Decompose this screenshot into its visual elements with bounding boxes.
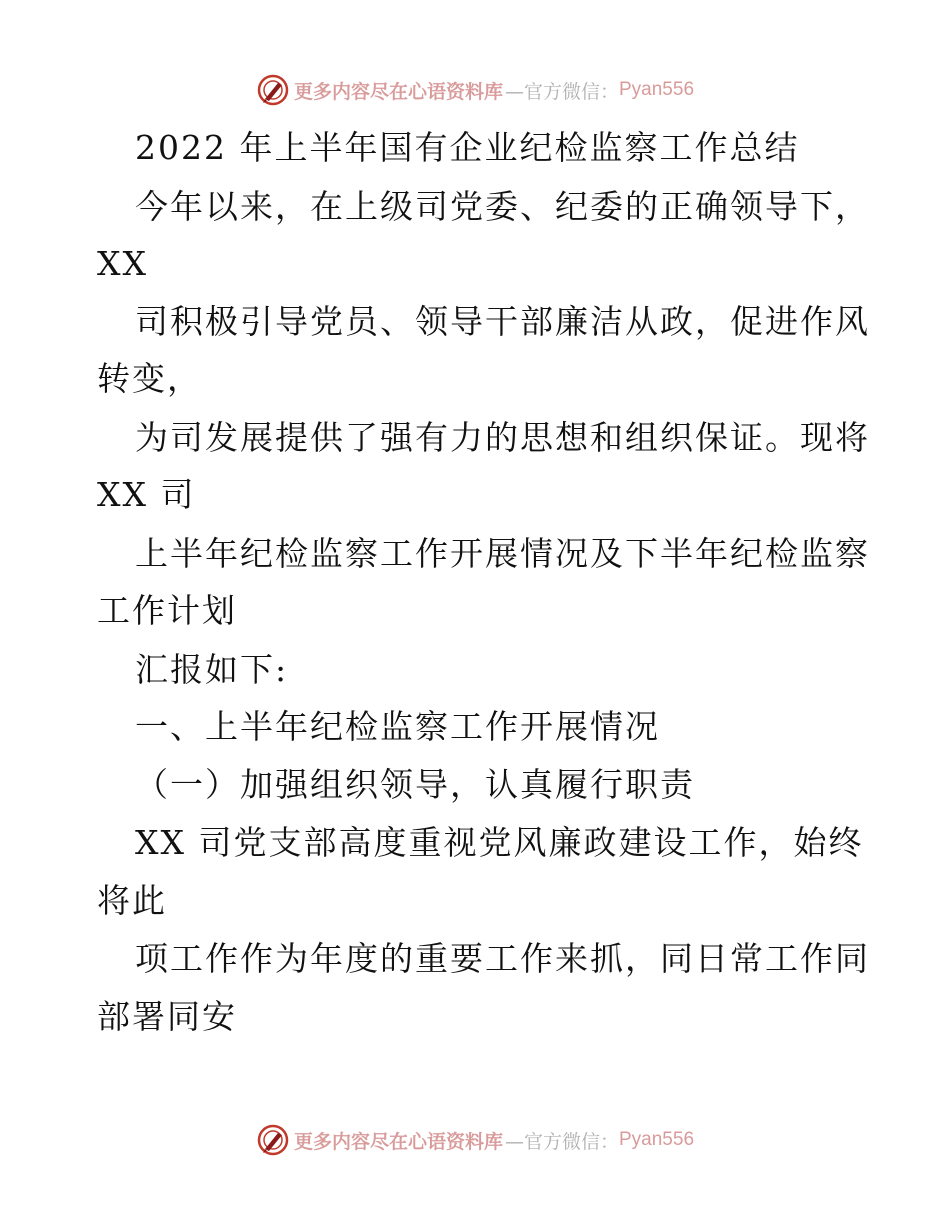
paragraph-line: XX [97, 244, 148, 283]
pen-logo-icon [256, 73, 290, 107]
watermark-separator: —官方微信： [504, 80, 619, 103]
paragraph-line: 部署同安 [97, 997, 237, 1036]
watermark-separator: —官方微信： [504, 1130, 619, 1153]
paragraph-line: XX 司 [97, 475, 196, 514]
paragraph-line: 工作计划 [97, 591, 237, 630]
watermark-text: 更多内容尽在心语资料库 [293, 1130, 503, 1153]
paragraph-line: 今年以来，在上级司党委、纪委的正确领导下， [135, 187, 870, 226]
footer-watermark [0, 1120, 950, 1160]
watermark-account: Pyan556 [619, 1129, 695, 1150]
pen-logo-icon [256, 1123, 290, 1157]
subsection-heading: （一）加强组织领导，认真履行职责 [135, 765, 695, 804]
watermark-text: 更多内容尽在心语资料库 [293, 80, 503, 103]
paragraph-line: 转变， [97, 359, 202, 398]
paragraph-line: 上半年纪检监察工作开展情况及下半年纪检监察 [135, 534, 870, 573]
paragraph-line: 为司发展提供了强有力的思想和组织保证。现将 [135, 418, 870, 457]
paragraph-line: XX 司党支部高度重视党风廉政建设工作，始终 [135, 823, 864, 862]
section-heading: 一、上半年纪检监察工作开展情况 [135, 707, 660, 746]
paragraph-line: 将此 [97, 881, 167, 920]
watermark-account: Pyan556 [619, 79, 695, 100]
header-watermark [0, 70, 950, 110]
paragraph-line: 汇报如下: [135, 650, 289, 689]
paragraph-line: 项工作作为年度的重要工作来抓，同日常工作同 [135, 939, 870, 978]
paragraph-line: 司积极引导党员、领导干部廉洁从政，促进作风 [135, 302, 870, 341]
document-title: 2022 年上半年国有企业纪检监察工作总结 [135, 128, 800, 167]
